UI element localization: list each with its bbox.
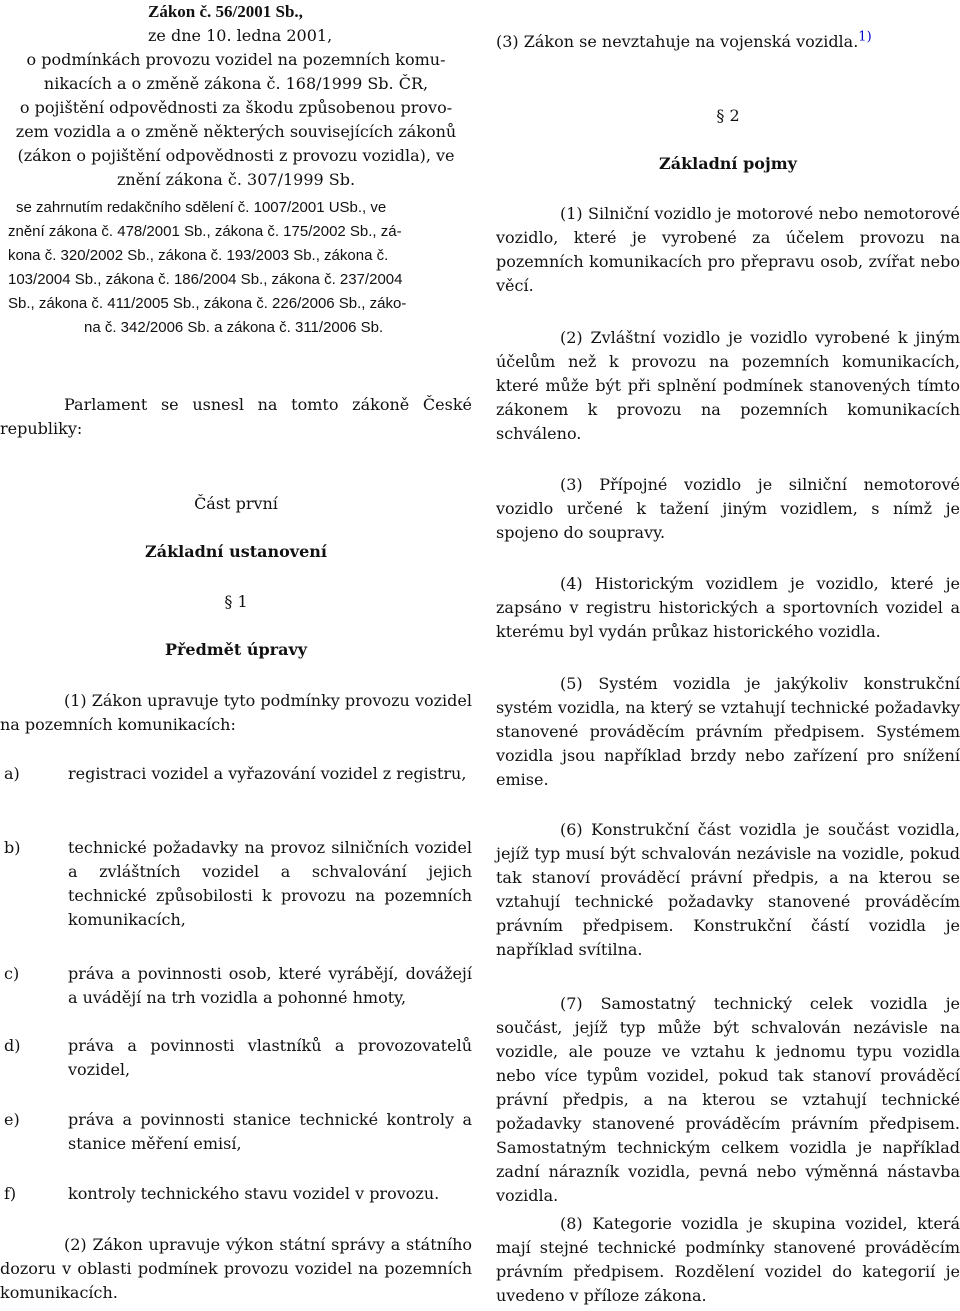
list-item-c (0, 962, 472, 1010)
list-item-text: práva a povinnosti vlastníků a provozovatelů vozidel, (68, 1036, 472, 1079)
list-item-text: práva a povinnosti osob, které vyrábějí, dovážejí a uvádějí na trh vozidla a pohonné hmoty, (68, 964, 472, 1007)
law-date: ze dne 10. ledna 2001, (148, 26, 333, 45)
list-item-label: c) (4, 964, 20, 983)
section2-paragraph-5: (5) Systém vozidla je jakýkoliv konstrukční systém vozidla, na který se vztahují technické požadavky stanovené prováděcím právním předpisem. Systémem vozidla jsou například brzdy nebo zařízení pro snížení emise. (496, 674, 960, 789)
list-item-a (0, 762, 472, 786)
amendments-line: 103/2004 Sb., zákona č. 186/2004 Sb., zákona č. 237/2004 (8, 271, 403, 288)
list-item-label: a) (4, 764, 20, 783)
law-subject-line: nikacích a o změně zákona č. 168/1999 Sb. ČR, (43, 74, 429, 93)
section2-paragraph-7: (7) Samostatný technický celek vozidla je součást, jejíž typ může být schvalován nezávisle na vozidle, ale pouze ve vztahu k jednomu typu vozidla nebo více typům vozidel, pokud tak stanoví prováděcí právní předpis, a na kterou se vztahují technické požadavky stanovené prováděcím právním předpisem. Samostatným technickým celkem vozidla je například zadní nárazník vozidla, pevná nebo výměnná nástavba vozidla. (496, 994, 960, 1205)
section-title: Předmět úpravy (164, 640, 308, 659)
section2-paragraph-6: (6) Konstrukční část vozidla je součást vozidla, jejíž typ musí být schvalován nezávisle na vozidle, pokud tak stanoví prováděcí právní předpis, a na kterou se vztahují technické požadavky stanovené prováděcím právním předpisem. Konstrukční částí vozidla je například svítilna. (496, 820, 960, 959)
section-number: § 1 (224, 592, 248, 611)
amendments-line: se zahrnutím redakčního sdělení č. 1007/2001 USb., ve (16, 199, 387, 216)
section1-paragraph-2: (2) Zákon upravuje výkon státní správy a státního dozoru v oblasti podmínek provozu vozidel na pozemních komunikacích. (0, 1235, 472, 1302)
law-subject-line: znění zákona č. 307/1999 Sb. (116, 170, 356, 189)
amendments-line: kona č. 320/2002 Sb., zákona č. 193/2003 Sb., zákona č. (8, 247, 389, 264)
law-subject-line: (zákon o pojištění odpovědnosti z provozu vozidla), ve (17, 146, 455, 165)
law-subject-line: zem vozidla a o změně některých souvisejících zákonů (15, 122, 457, 141)
preamble: Parlament se usnesl na tomto zákoně České republiky: (0, 395, 472, 438)
amendments-line: na č. 342/2006 Sb. a zákona č. 311/2006 Sb. (84, 319, 384, 336)
paragraph-text: (3) Zákon se nevztahuje na vojenská vozidla. (496, 32, 859, 51)
list-item-text: technické požadavky na provoz silničních vozidel a zvláštních vozidel a schvalování jejich technické způsobilosti k provozu na pozemních komunikacích, (68, 838, 472, 929)
part-title: Základní ustanovení (145, 542, 327, 561)
list-item-e (0, 1108, 472, 1156)
list-item-label: e) (4, 1110, 20, 1129)
law-subject-line: o podmínkách provozu vozidel na pozemních komu- (26, 50, 446, 69)
list-item-b (0, 836, 472, 932)
footnote-link[interactable]: 1) (858, 29, 872, 45)
section2-paragraph-8: (8) Kategorie vozidla je skupina vozidel, která mají stejné technické podmínky stanovené prováděcím právním předpisem. Rozdělení vozidel do kategorií je uvedeno v příloze zákona. (496, 1214, 960, 1305)
section1-paragraph-3 (496, 30, 960, 54)
list-item-text: práva a povinnosti stanice technické kontroly a stanice měření emisí, (68, 1110, 472, 1153)
list-item-f (0, 1182, 472, 1206)
amendments-line: Sb., zákona č. 411/2005 Sb., zákona č. 226/2006 Sb., záko- (8, 295, 407, 312)
section2-paragraph-1: (1) Silniční vozidlo je motorové nebo nemotorové vozidlo, které je vyrobené za účelem provozu na pozemních komunikacích pro přepravu osob, zvířat nebo věcí. (496, 204, 960, 295)
section2-paragraph-4: (4) Historickým vozidlem je vozidlo, které je zapsáno v registru historických a sportovních vozidel a kterému byl vydán průkaz historického vozidla. (496, 574, 960, 641)
section2-paragraph-3: (3) Přípojné vozidlo je silniční nemotorové vozidlo určené k tažení jiným vozidlem, s nímž je spojeno do soupravy. (496, 475, 960, 542)
list-item-label: d) (4, 1036, 21, 1055)
list-item-label: f) (4, 1184, 17, 1203)
list-item-text: kontroly technického stavu vozidel v provozu. (68, 1184, 440, 1203)
list-item-d (0, 1034, 472, 1082)
part-label: Část první (194, 494, 278, 513)
law-subject-line: o pojištění odpovědnosti za škodu způsobenou provo- (19, 98, 453, 117)
list-item-text: registraci vozidel a vyřazování vozidel z registru, (68, 764, 467, 783)
section1-paragraph-1: (1) Zákon upravuje tyto podmínky provozu vozidel na pozemních komunikacích: (0, 691, 472, 734)
section-title: Základní pojmy (659, 154, 797, 173)
amendments-line: znění zákona č. 478/2001 Sb., zákona č. 175/2002 Sb., zá- (8, 223, 402, 240)
list-item-label: b) (4, 838, 21, 857)
law-title: Zákon č. 56/2001 Sb., (148, 2, 303, 21)
section2-paragraph-2: (2) Zvláštní vozidlo je vozidlo vyrobené k jiným účelům než k provozu na pozemních komunikacích, které může být při splnění podmínek stanovených tímto zákonem k provozu na pozemních komunikacích schváleno. (496, 328, 960, 443)
section-number: § 2 (716, 106, 740, 125)
